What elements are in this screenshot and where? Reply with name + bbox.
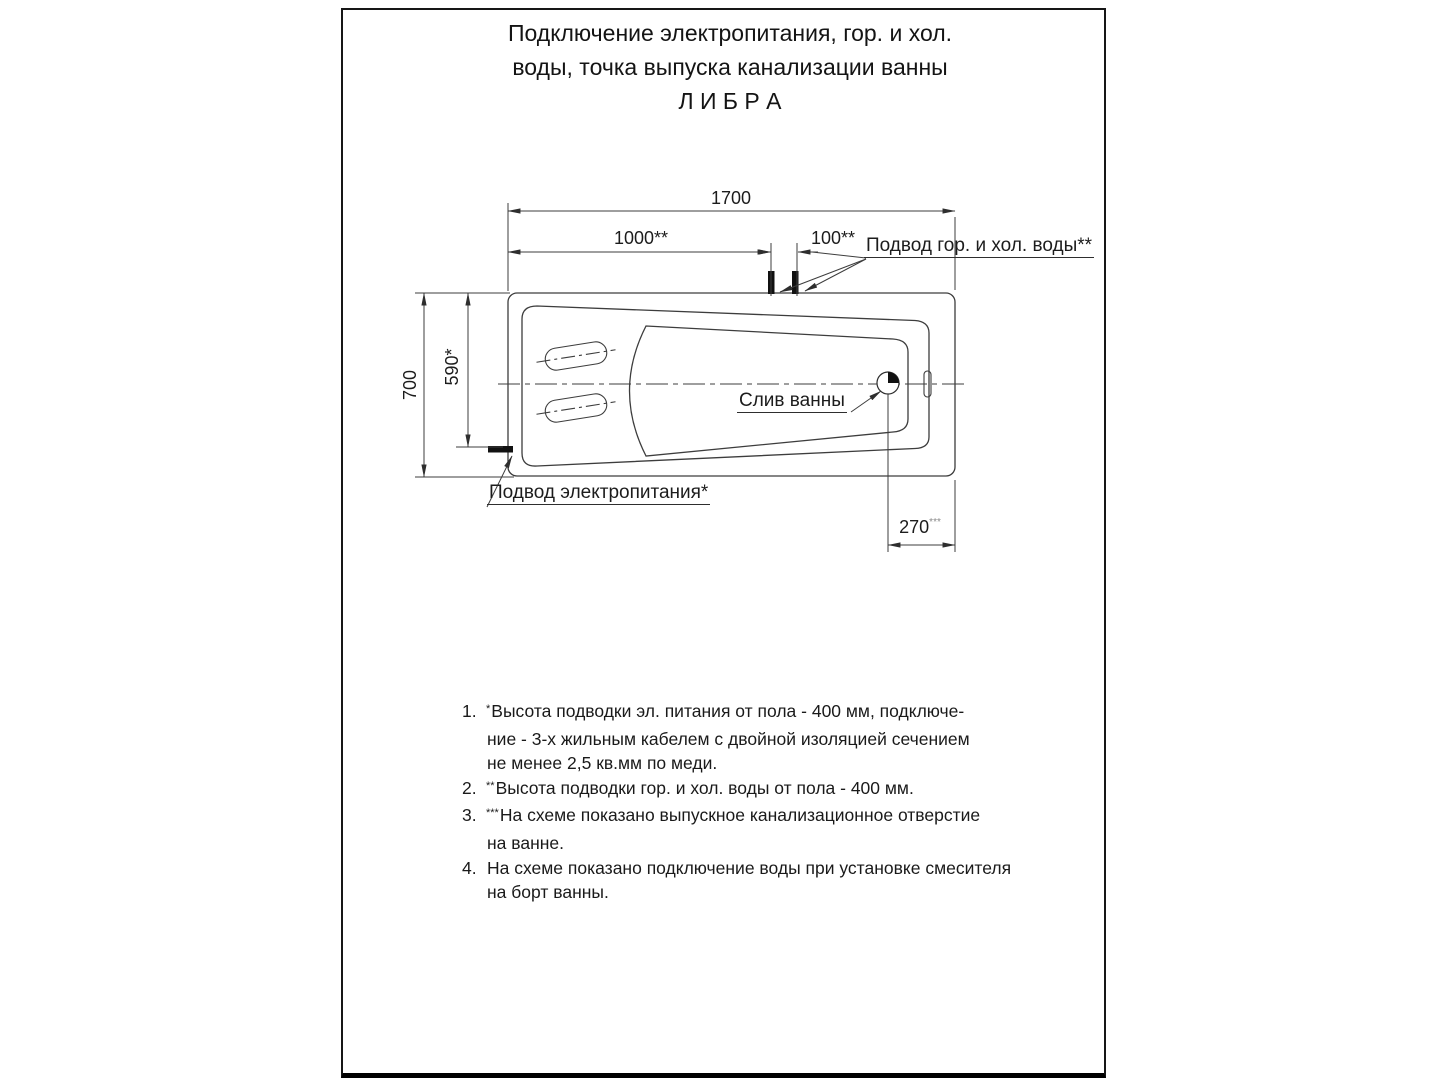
- handle-top: [544, 340, 609, 371]
- note-line: 1. * Высота подводки эл. питания от пола - 400 мм, подключе-: [462, 701, 965, 721]
- title-line-3: Л И Б Р А: [678, 88, 782, 114]
- note-line: 3. *** На схеме показано выпускное канализационное отверстие: [462, 805, 981, 826]
- dim-width-700: 700: [399, 369, 420, 401]
- note-line: на борт ванны.: [487, 882, 609, 903]
- handle-bottom: [544, 392, 609, 423]
- water-supply-label: Подвод гор. и хол. воды**: [866, 235, 1093, 256]
- drain-label: Слив ванны: [739, 390, 845, 411]
- dim-length-1700: 1700: [710, 188, 752, 208]
- note-line: 2. ** Высота подводки гор. и хол. воды от пола - 400 мм.: [462, 777, 914, 798]
- dim-water-spacing-100: 100**: [810, 228, 856, 248]
- title-line-2: воды, точка выпуска канализации ванны: [512, 54, 948, 80]
- tub-handles: [535, 339, 617, 425]
- drain-leader: [851, 391, 881, 412]
- dim-power-offset-590: 590*: [441, 348, 462, 386]
- dim-drain-offset-270: 270***: [899, 517, 941, 537]
- drain-symbol: [877, 372, 899, 394]
- dim-water-offset-1000: 1000**: [613, 228, 669, 248]
- cold-water-leader: [805, 259, 866, 291]
- note-line: 4. На схеме показано подключение воды при установке смесителя: [462, 857, 1012, 878]
- notes-list: [462, 699, 1082, 905]
- note-line: на ванне.: [487, 832, 565, 853]
- note-line: ние - 3-х жильным кабелем с двойной изоляцией сечением: [487, 728, 970, 749]
- title-line-1: Подключение электропитания, гор. и хол.: [507, 20, 953, 46]
- cold-water-pipe: [792, 271, 799, 294]
- note-line: не менее 2,5 кв.мм по меди.: [487, 753, 718, 774]
- power-supply-label: Подвод электропитания*: [489, 482, 709, 503]
